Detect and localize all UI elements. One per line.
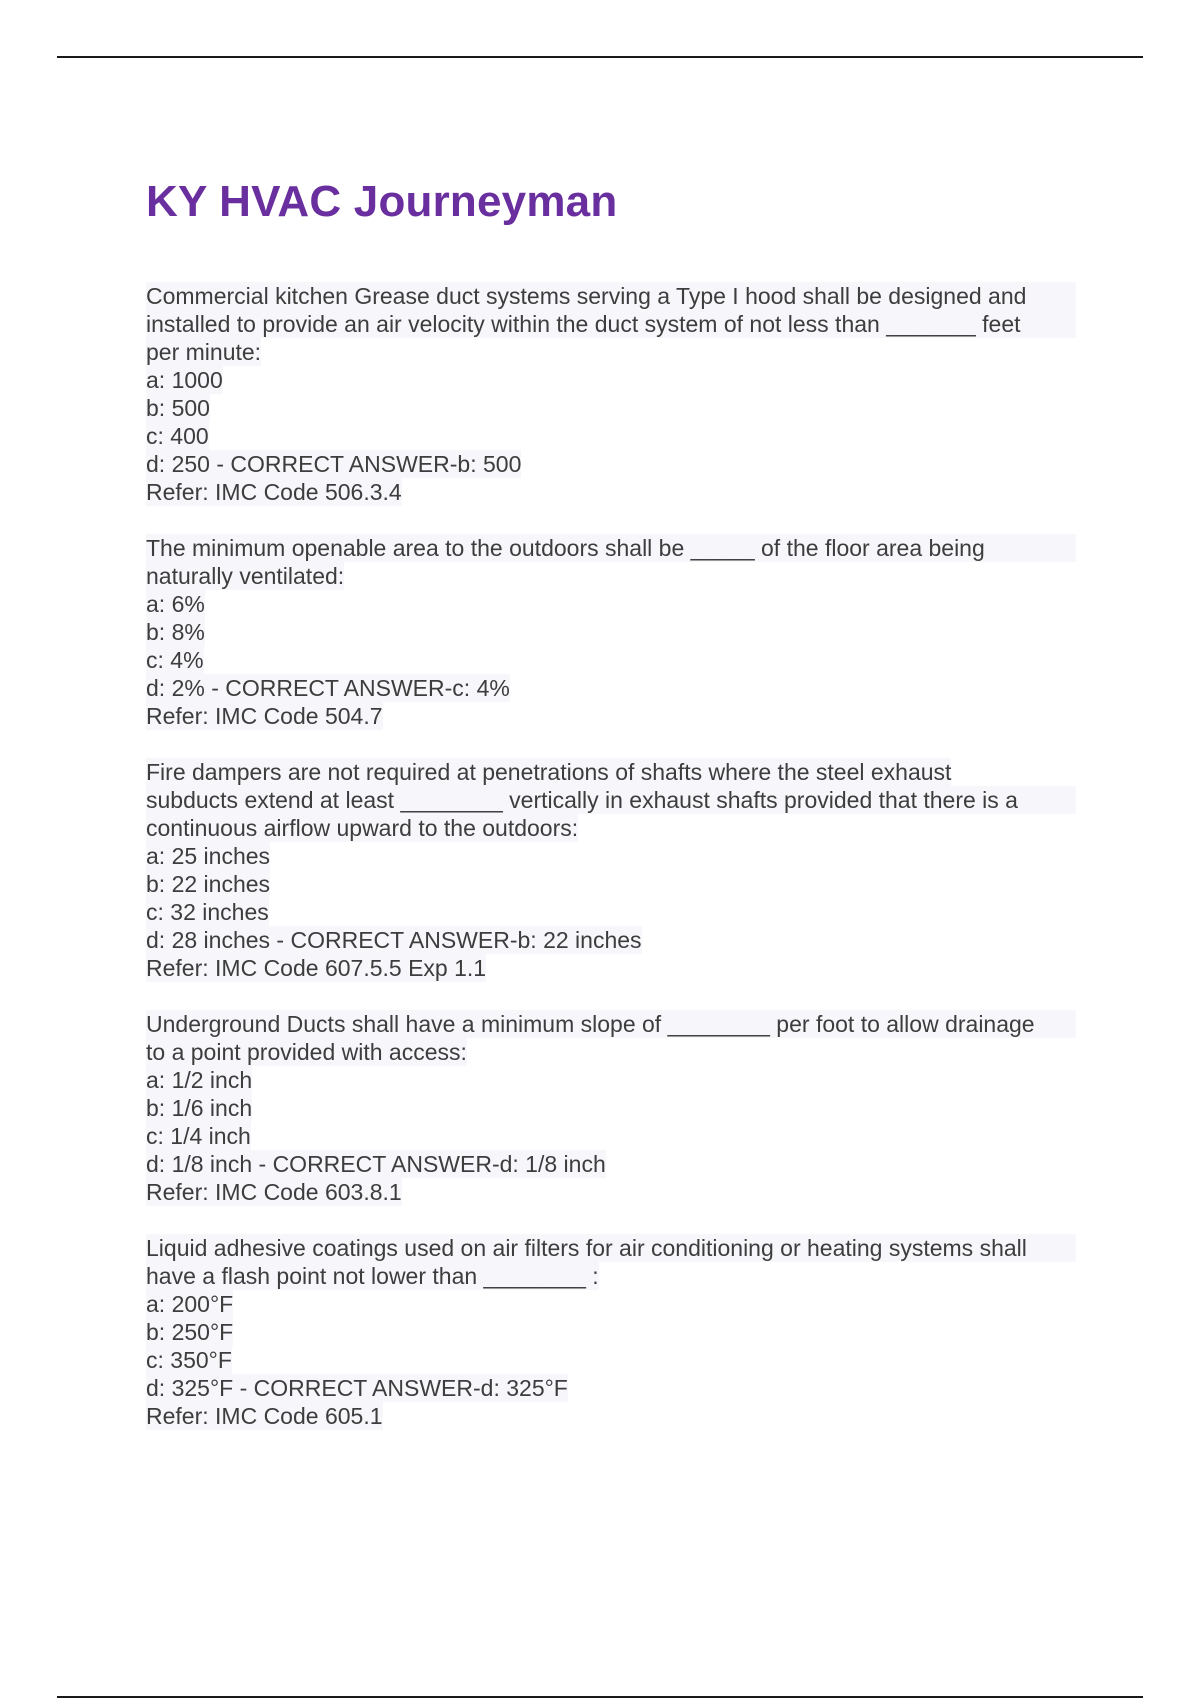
question-text: naturally ventilated: — [146, 563, 345, 589]
option-c: c: 350°F — [146, 1347, 232, 1373]
bottom-rule — [57, 1696, 1143, 1698]
code-reference: Refer: IMC Code 605.1 — [146, 1403, 383, 1429]
code-reference: Refer: IMC Code 504.7 — [146, 703, 383, 729]
question-block-5 — [146, 1234, 1076, 1430]
option-c: c: 400 — [146, 423, 209, 449]
option-a: a: 1/2 inch — [146, 1067, 253, 1093]
option-a: a: 1000 — [146, 367, 223, 393]
question-text: subducts extend at least ________ vertically in exhaust shafts provided that there is a — [146, 786, 1076, 814]
answer-line: d: 250 - CORRECT ANSWER-b: 500 — [146, 451, 522, 477]
top-rule — [57, 56, 1143, 58]
answer-line: d: 1/8 inch - CORRECT ANSWER-d: 1/8 inch — [146, 1151, 606, 1177]
question-text: continuous airflow upward to the outdoors: — [146, 815, 579, 841]
question-list — [146, 282, 1076, 1430]
document-title: KY HVAC Journeyman — [146, 177, 618, 226]
question-text: Liquid adhesive coatings used on air filters for air conditioning or heating systems shall — [146, 1234, 1076, 1262]
option-a: a: 6% — [146, 591, 205, 617]
code-reference: Refer: IMC Code 607.5.5 Exp 1.1 — [146, 955, 487, 981]
question-block-2 — [146, 534, 1076, 730]
question-text: Commercial kitchen Grease duct systems serving a Type I hood shall be designed and — [146, 282, 1076, 310]
option-b: b: 500 — [146, 395, 210, 421]
option-c: c: 32 inches — [146, 899, 269, 925]
option-c: c: 4% — [146, 647, 204, 673]
option-b: b: 1/6 inch — [146, 1095, 253, 1121]
document-body — [146, 172, 1076, 1458]
option-b: b: 22 inches — [146, 871, 271, 897]
question-text: Underground Ducts shall have a minimum slope of ________ per foot to allow drainage — [146, 1010, 1076, 1038]
option-a: a: 25 inches — [146, 843, 271, 869]
option-b: b: 8% — [146, 619, 205, 645]
answer-line: d: 2% - CORRECT ANSWER-c: 4% — [146, 675, 510, 701]
question-text: Fire dampers are not required at penetrations of shafts where the steel exhaust — [146, 759, 952, 785]
answer-line: d: 28 inches - CORRECT ANSWER-b: 22 inches — [146, 927, 642, 953]
question-text: per minute: — [146, 339, 262, 365]
question-block-3 — [146, 758, 1076, 982]
option-a: a: 200°F — [146, 1291, 234, 1317]
answer-line: d: 325°F - CORRECT ANSWER-d: 325°F — [146, 1375, 568, 1401]
question-block-1 — [146, 282, 1076, 506]
question-text: to a point provided with access: — [146, 1039, 467, 1065]
code-reference: Refer: IMC Code 506.3.4 — [146, 479, 402, 505]
question-text: The minimum openable area to the outdoors shall be _____ of the floor area being — [146, 534, 1076, 562]
option-b: b: 250°F — [146, 1319, 234, 1345]
question-text: have a flash point not lower than ________ : — [146, 1263, 599, 1289]
question-block-4 — [146, 1010, 1076, 1206]
question-text: installed to provide an air velocity within the duct system of not less than _______ feet — [146, 310, 1076, 338]
option-c: c: 1/4 inch — [146, 1123, 251, 1149]
code-reference: Refer: IMC Code 603.8.1 — [146, 1179, 402, 1205]
